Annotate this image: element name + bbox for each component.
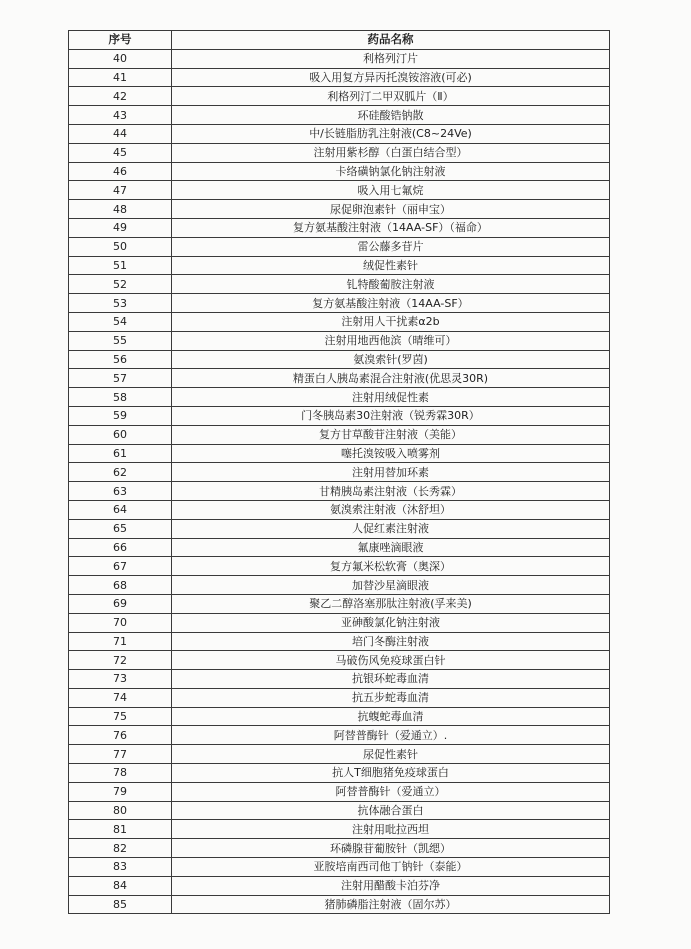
drug-name-cell: 吸入用七氟烷	[172, 181, 610, 200]
table-row	[69, 106, 610, 125]
serial-number-cell: 82	[69, 839, 172, 858]
table-row	[69, 425, 610, 444]
drug-name-cell: 利格列汀二甲双胍片（Ⅱ）	[172, 87, 610, 106]
serial-number-cell: 60	[69, 425, 172, 444]
serial-number-cell: 54	[69, 312, 172, 331]
drug-name-cell: 注射用醋酸卡泊芬净	[172, 876, 610, 895]
serial-number-cell: 47	[69, 181, 172, 200]
serial-number-cell: 43	[69, 106, 172, 125]
table-row	[69, 632, 610, 651]
serial-number-cell: 53	[69, 294, 172, 313]
table-row	[69, 820, 610, 839]
table-row	[69, 87, 610, 106]
table-row	[69, 406, 610, 425]
table-row	[69, 801, 610, 820]
drug-name-cell: 利格列汀片	[172, 49, 610, 68]
serial-number-cell: 58	[69, 388, 172, 407]
drug-name-cell: 复方氟米松软膏（奥深）	[172, 557, 610, 576]
table-row	[69, 519, 610, 538]
table-row	[69, 444, 610, 463]
drug-name-cell: 复方氨基酸注射液（14AA-SF）	[172, 294, 610, 313]
serial-number-cell: 65	[69, 519, 172, 538]
table-row	[69, 557, 610, 576]
table-row	[69, 49, 610, 68]
drug-name-cell: 尿促卵泡素针（丽申宝）	[172, 200, 610, 219]
table-row	[69, 482, 610, 501]
serial-number-cell: 78	[69, 764, 172, 783]
table-header-row	[69, 31, 610, 50]
table-row	[69, 218, 610, 237]
drug-name-cell: 抗人T细胞猪免疫球蛋白	[172, 764, 610, 783]
table-row	[69, 463, 610, 482]
drug-name-cell: 注射用人干扰素α2b	[172, 312, 610, 331]
serial-number-cell: 72	[69, 651, 172, 670]
header-drug-name: 药品名称	[172, 31, 610, 50]
drug-name-cell: 注射用紫杉醇（白蛋白结合型）	[172, 143, 610, 162]
serial-number-cell: 76	[69, 726, 172, 745]
serial-number-cell: 68	[69, 576, 172, 595]
serial-number-cell: 80	[69, 801, 172, 820]
serial-number-cell: 50	[69, 237, 172, 256]
drug-name-cell: 氟康唑滴眼液	[172, 538, 610, 557]
drug-name-cell: 注射用替加环素	[172, 463, 610, 482]
serial-number-cell: 49	[69, 218, 172, 237]
serial-number-cell: 45	[69, 143, 172, 162]
table-row	[69, 388, 610, 407]
drug-name-cell: 阿替普酶针（爱通立）	[172, 782, 610, 801]
table-row	[69, 594, 610, 613]
drug-name-cell: 加替沙星滴眼液	[172, 576, 610, 595]
drug-name-cell: 亚胺培南西司他丁钠针（泰能）	[172, 858, 610, 877]
drug-name-cell: 马破伤风免疫球蛋白针	[172, 651, 610, 670]
table-row	[69, 688, 610, 707]
serial-number-cell: 69	[69, 594, 172, 613]
table-row	[69, 500, 610, 519]
table-row	[69, 613, 610, 632]
table-row	[69, 350, 610, 369]
drug-name-cell: 尿促性素针	[172, 745, 610, 764]
serial-number-cell: 70	[69, 613, 172, 632]
drug-name-cell: 注射用地西他滨（晴维可）	[172, 331, 610, 350]
table-row	[69, 576, 610, 595]
serial-number-cell: 75	[69, 707, 172, 726]
table-row	[69, 369, 610, 388]
drug-name-cell: 吸入用复方异丙托溴铵溶液(可必)	[172, 68, 610, 87]
drug-name-cell: 噻托溴铵吸入喷雾剂	[172, 444, 610, 463]
serial-number-cell: 40	[69, 49, 172, 68]
drug-name-cell: 环磷腺苷葡胺针（凯缌）	[172, 839, 610, 858]
drug-name-cell: 环硅酸锆钠散	[172, 106, 610, 125]
table-row	[69, 162, 610, 181]
drug-name-cell: 亚砷酸氯化钠注射液	[172, 613, 610, 632]
table-row	[69, 294, 610, 313]
serial-number-cell: 56	[69, 350, 172, 369]
drug-name-cell: 聚乙二醇洛塞那肽注射液(孚来美)	[172, 594, 610, 613]
serial-number-cell: 71	[69, 632, 172, 651]
serial-number-cell: 61	[69, 444, 172, 463]
table-row	[69, 876, 610, 895]
drug-name-cell: 注射用吡拉西坦	[172, 820, 610, 839]
drug-name-cell: 甘精胰岛素注射液（长秀霖）	[172, 482, 610, 501]
serial-number-cell: 84	[69, 876, 172, 895]
serial-number-cell: 42	[69, 87, 172, 106]
drug-name-cell: 复方氨基酸注射液（14AA-SF）（福命）	[172, 218, 610, 237]
serial-number-cell: 77	[69, 745, 172, 764]
serial-number-cell: 73	[69, 670, 172, 689]
header-serial-number: 序号	[69, 31, 172, 50]
table-row	[69, 858, 610, 877]
table-row	[69, 745, 610, 764]
table-row	[69, 143, 610, 162]
serial-number-cell: 62	[69, 463, 172, 482]
table-row	[69, 68, 610, 87]
serial-number-cell: 67	[69, 557, 172, 576]
serial-number-cell: 63	[69, 482, 172, 501]
serial-number-cell: 79	[69, 782, 172, 801]
drug-name-cell: 注射用绒促性素	[172, 388, 610, 407]
drug-name-cell: 猪肺磷脂注射液（固尔苏）	[172, 895, 610, 914]
drug-table	[68, 30, 610, 914]
serial-number-cell: 57	[69, 369, 172, 388]
drug-name-cell: 抗蝮蛇毒血清	[172, 707, 610, 726]
table-row	[69, 782, 610, 801]
drug-name-cell: 阿替普酶针（爱通立）.	[172, 726, 610, 745]
serial-number-cell: 85	[69, 895, 172, 914]
drug-name-cell: 精蛋白人胰岛素混合注射液(优思灵30R)	[172, 369, 610, 388]
drug-name-cell: 抗银环蛇毒血清	[172, 670, 610, 689]
serial-number-cell: 59	[69, 406, 172, 425]
table-row	[69, 256, 610, 275]
table-row	[69, 895, 610, 914]
serial-number-cell: 64	[69, 500, 172, 519]
serial-number-cell: 74	[69, 688, 172, 707]
table-row	[69, 651, 610, 670]
table-row	[69, 670, 610, 689]
serial-number-cell: 48	[69, 200, 172, 219]
serial-number-cell: 51	[69, 256, 172, 275]
drug-name-cell: 门冬胰岛素30注射液（锐秀霖30R）	[172, 406, 610, 425]
serial-number-cell: 46	[69, 162, 172, 181]
serial-number-cell: 41	[69, 68, 172, 87]
table-row	[69, 764, 610, 783]
serial-number-cell: 81	[69, 820, 172, 839]
drug-name-cell: 抗五步蛇毒血清	[172, 688, 610, 707]
table-row	[69, 275, 610, 294]
table-row	[69, 538, 610, 557]
drug-name-cell: 绒促性素针	[172, 256, 610, 275]
table-row	[69, 200, 610, 219]
drug-name-cell: 培门冬酶注射液	[172, 632, 610, 651]
table-row	[69, 726, 610, 745]
table-row	[69, 124, 610, 143]
table-row	[69, 707, 610, 726]
serial-number-cell: 44	[69, 124, 172, 143]
serial-number-cell: 66	[69, 538, 172, 557]
drug-name-cell: 氨溴索注射液（沐舒坦）	[172, 500, 610, 519]
table-row	[69, 312, 610, 331]
drug-name-cell: 雷公藤多苷片	[172, 237, 610, 256]
drug-name-cell: 钆特酸葡胺注射液	[172, 275, 610, 294]
serial-number-cell: 83	[69, 858, 172, 877]
drug-name-cell: 复方甘草酸苷注射液（美能）	[172, 425, 610, 444]
table-body	[69, 49, 610, 914]
table-row	[69, 237, 610, 256]
drug-name-cell: 氨溴索针(罗茵)	[172, 350, 610, 369]
drug-name-cell: 中/长链脂肪乳注射液(C8~24Ve)	[172, 124, 610, 143]
serial-number-cell: 52	[69, 275, 172, 294]
serial-number-cell: 55	[69, 331, 172, 350]
table-row	[69, 839, 610, 858]
drug-name-cell: 抗体融合蛋白	[172, 801, 610, 820]
drug-name-cell: 卡络磺钠氯化钠注射液	[172, 162, 610, 181]
table-row	[69, 331, 610, 350]
table-row	[69, 181, 610, 200]
drug-name-cell: 人促红素注射液	[172, 519, 610, 538]
